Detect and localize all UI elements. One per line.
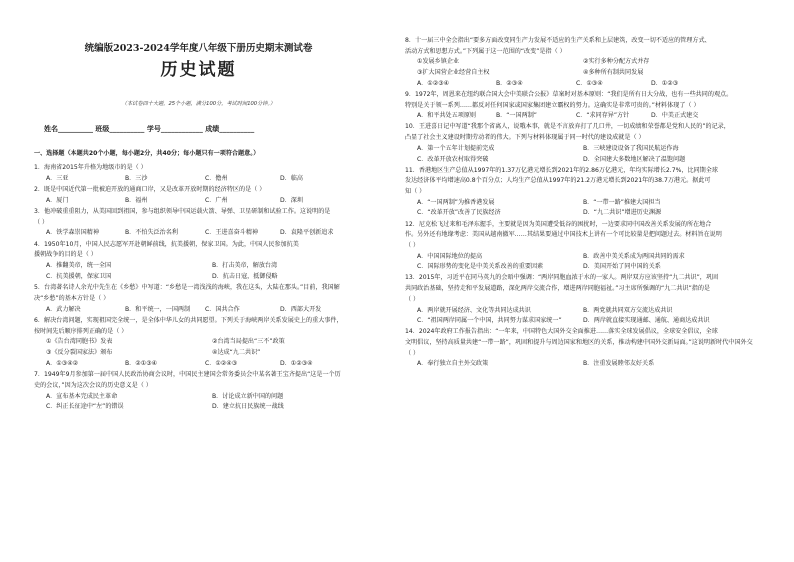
option: C．纠正长征途中“左”的错误 <box>46 403 124 411</box>
question-5-stem: 决“乡愁”的基本方针是（ ） <box>34 294 110 302</box>
option: B．②①③④ <box>125 359 158 367</box>
option: A．第一个五年计划提前完成 <box>417 144 495 152</box>
option: A．“一国两制”为推香港发展 <box>417 198 495 206</box>
exam-note: （本试卷四十大题，25个小题，满分100分，考试时间100分钟。） <box>121 101 276 107</box>
option: C．改革开放农村取得突破 <box>417 155 489 163</box>
question-6-stem: 13．2015年，习近平在同马英九的会晤中强调：“两岸同胞血浓于水的一家人。两岸双方应该坚持“九二共识”，巩固 <box>405 274 719 282</box>
question-3-stem: 10．王进喜日记中写道“我那个省离人，说哦本事，就是不言放弃打了几口井，一切成绩和荣誉都是党和人民的”的记录， <box>405 123 730 131</box>
question-6-stem: 共同政治基础，坚持走和平发展道路，深化两岸交流合作，增进两岸同胞福祉。”习主席所强调的“九二共识”指的是 <box>405 285 711 293</box>
student-info: 姓名__________ 班级__________ 学号____________ 成绩__________ <box>44 125 255 133</box>
option: C．国际形势的变化是中美关系改善的重要因素 <box>417 263 544 271</box>
option: A．①③④② <box>46 359 79 367</box>
question-5-stem: 作。另外还有地缘考虑：美国从越南撤军……其结果要通过中国技术上讲有一个可比较量是把问题过去。材料旨在说明 <box>405 231 722 239</box>
option: C．“改革开放”改善了民族经济 <box>417 209 501 217</box>
option: C．①③④ <box>576 79 603 87</box>
question-4-stem: 4．1950年10月，中国人民志愿军开赴朝鲜前线，抗美援朝，保家卫国。为此，中国人民参加抗美 <box>34 240 299 248</box>
option: D．袁隆平创新追求 <box>280 229 334 237</box>
option: B．三沙 <box>125 174 148 182</box>
question-4-stem: 知（ ） <box>405 188 426 195</box>
subject-title: 历史试题 <box>160 60 237 80</box>
option: A．中国国际地位的提高 <box>417 252 483 260</box>
question-5-stem: 12．尼克松飞过来和毛泽东握手，主要就是因为美国遭受低谷的困扰时，一边要求同中国改善关系发展的所在地合 <box>405 220 712 228</box>
option: A．三亚 <box>46 174 69 182</box>
option: D．深圳 <box>280 196 303 204</box>
option: B．讨论成立新中国的问题 <box>212 392 284 400</box>
option: D．美国开始了同中国的关系 <box>583 263 661 271</box>
exam-title: 统编版2023-2024学年度八年级下册历史期末测试卷 <box>84 43 313 54</box>
question-2-stem: 2．既是中国近代第一批被迫开放的通商口岸，又是改革开放时期的经济特区的是（ ） <box>34 185 266 193</box>
option: D．建立抗日民族统一战线 <box>212 403 284 411</box>
option: B．三峡建设设备了我国民航运作海 <box>583 144 679 152</box>
question-7-stem: 史的会议，”因为这次会议的历史意义是（ ） <box>34 381 152 389</box>
question-3-stem: （ ） <box>34 218 49 226</box>
option: D．抗击日寇，抵御侵略 <box>212 272 278 280</box>
option: ②实行多种分配方式并存 <box>583 58 650 66</box>
option: D．“九二共识”增进历史渊源 <box>583 209 662 217</box>
option: C．儋州 <box>205 174 228 182</box>
option: C．王进喜奋斗精神 <box>205 229 259 237</box>
option: B．注重发展睦邻友好关系 <box>583 360 655 368</box>
option: ④多种所有制共同发展 <box>583 69 644 77</box>
question-2-stem: 9．1972年，周恩来在纽约联合国大会中美联合公报》草案时对基本原则：“我们是所有日大分战，也有一些共同的观点。 <box>405 90 733 98</box>
question-1-stem: 8．十一届三中全会指出“要多方面改变同生产力发展不适应的生产关系和上层建筑，改变一切不适应的管理方式、 <box>405 37 711 44</box>
option: A．①②③④ <box>417 79 450 87</box>
option: A．厦门 <box>46 196 69 204</box>
option: D．全国建大多数地区解决了温饱问题 <box>583 155 686 163</box>
question-2-stem: 特别是关于领一系列……都反对任何国家或国家集团建立霸权的努力。这确实是非常可贵的。”材料体现了（ ） <box>405 101 700 109</box>
option: D．①②③ <box>651 79 679 87</box>
option: ①《告台湾同胞书》发表 <box>46 338 113 346</box>
question-1-stem: 活动方式和思想方式。”下列属于这一范围的“改变”是指（ ） <box>405 47 566 55</box>
option: ③《反分裂国家法》颁布 <box>46 349 113 357</box>
option: C．广州 <box>205 196 228 204</box>
option: C．抗美援朝，保家卫国 <box>46 272 112 280</box>
question-4-stem: 发达经济体平均增速高0.8个百分点；人均生产总值从1997年的21.2万港元增长到2021年的38.7万港元。据此可 <box>405 177 711 185</box>
question-4-stem: 援朝战争的目的是（ ） <box>34 251 97 259</box>
option: ①发展乡镇企业 <box>417 58 460 66</box>
option: B．“一带一路”推建大国担当 <box>583 198 661 206</box>
option: D．两岸就直接实现通邮、通航、通商达成共识 <box>583 317 710 325</box>
option: C．国共合作 <box>205 305 240 313</box>
option: D．中美正式建交 <box>651 112 699 120</box>
option: D．西部大开发 <box>280 305 322 313</box>
option: A．奉行独立自主外交政策 <box>417 360 489 368</box>
option: B．②③④ <box>496 79 523 87</box>
option: A．铁学森崇国精神 <box>46 229 99 237</box>
option: A．武力解决 <box>46 305 81 313</box>
option: D．①②③④ <box>280 359 313 367</box>
question-4-stem: 11．香港地区生产总值从1997年的1.37万亿港元增长到2021年的2.86万亿港元，年均实际增长2.7%，比同期全球 <box>405 166 718 174</box>
option: B．两党就共同双方交流达成共识 <box>583 306 673 314</box>
option: C．①②④③ <box>205 359 238 367</box>
question-5-stem: 5．台湾著名诗人余光中先生在《乡愁》中写道：“乡愁是一湾浅浅的海峡，我在这头，大陆在那头。”目前，我国解 <box>34 284 340 291</box>
question-6-stem: 6．解决台湾问题，实现祖国完全统一，是全体中华儿女的共同愿望。下列关于海峡两岸关系发展史上的重大事件， <box>34 316 343 324</box>
option: D．临高 <box>280 174 303 182</box>
option: B．和平统一，一国两制 <box>125 305 191 313</box>
question-5-stem: （ ） <box>405 241 420 249</box>
option: A．和平共处五项原则 <box>417 112 477 120</box>
option: B．政善中美关系成为两国共同的需求 <box>583 252 685 260</box>
option: A．宣布基本完成民主革命 <box>46 392 118 400</box>
option: ④达成“九二共识” <box>212 349 261 357</box>
option: ②台湾当局提出“三不”政策 <box>212 338 285 346</box>
question-7-stem: 7．1949年9月参加第一届中国人民政治协商会议时，中国民主建国会常务委员会中某名著王宝齐提出“这是一个历 <box>34 371 341 378</box>
option: C．“祖国两岸同属一个中国，共同努力谋求国家统一” <box>417 317 562 325</box>
question-7-stem: （ ） <box>405 349 420 357</box>
question-3-stem: 3．他冲破重重阻力，从美国回到祖国，参与组织领导中国运载火箭、导弹、卫星研制和试验工作。这说明的是 <box>34 207 331 215</box>
question-1-stem: 1．海南省2015年升格为地级市的是（ ） <box>34 164 147 171</box>
right-page <box>397 0 794 562</box>
option: A．两岸就开展经济、文化等共同达成共识 <box>417 306 531 314</box>
question-3-stem: 凸显了社会主义建设时期劳动者的伟大。下列与材料体现属于同一时代的建设成就是（ ） <box>405 134 645 142</box>
option: A．推翻美帝，统一全国 <box>46 262 112 270</box>
option: B．福州 <box>125 196 148 204</box>
section-heading: 一、选择题（本题共20个小题，每小题2分，共40分；每小题只有一项符合题意。） <box>34 150 260 157</box>
option: B．不怕失泛治名利 <box>125 229 178 237</box>
option: C．“求同存异”方针 <box>576 112 630 120</box>
option: B．打击美帝，解放台湾 <box>212 262 278 270</box>
option: B．“一国两制” <box>496 112 537 120</box>
question-7-stem: 14．2024年政府工作报告指出：“一年来，中国特色大国外交全面推进……落实全球发展倡议，全球安全倡议，全球 <box>405 328 718 336</box>
question-7-stem: 文明倡议，坚持高质量共建“一带一路”，巩固和提升与周边国家和地区的关系，推动构建中国外交新局面。”这说明新时代中国外交 <box>405 339 753 346</box>
question-6-stem: 按时间先后顺序排列正确的是（ ） <box>34 327 128 335</box>
question-6-stem: （ ） <box>405 295 420 303</box>
option: ③扩大国营企业经营自主权 <box>417 69 490 77</box>
